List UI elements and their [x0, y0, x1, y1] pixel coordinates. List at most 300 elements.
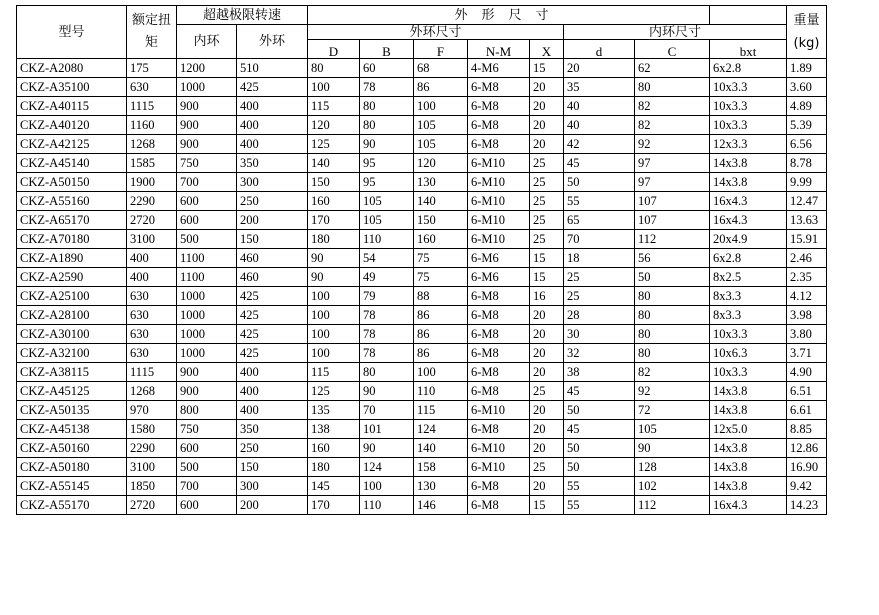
cell-N-M: 6-M10: [468, 230, 530, 249]
cell-torque: 630: [127, 78, 177, 97]
cell-X: 20: [530, 344, 564, 363]
cell-C: 90: [635, 439, 710, 458]
cell-D: 140: [308, 154, 360, 173]
cell-D: 125: [308, 382, 360, 401]
cell-d: 40: [564, 97, 635, 116]
header-outer-ring: 外环: [237, 25, 308, 59]
cell-outer-speed: 400: [237, 401, 308, 420]
cell-model: CKZ-A32100: [17, 344, 127, 363]
header-outer-dims: 外环尺寸: [308, 25, 564, 40]
cell-B: 101: [360, 420, 414, 439]
header-weight-unit: (kg): [793, 36, 820, 51]
header-dimensions: 外形尺寸: [308, 6, 710, 25]
cell-X: 20: [530, 306, 564, 325]
cell-torque: 1115: [127, 363, 177, 382]
table-row: [17, 325, 827, 344]
cell-bxt: 10x3.3: [710, 97, 787, 116]
cell-weight: 12.47: [787, 192, 827, 211]
cell-inner-speed: 750: [177, 154, 237, 173]
cell-C: 80: [635, 287, 710, 306]
cell-torque: 3100: [127, 458, 177, 477]
cell-weight: 1.89: [787, 59, 827, 78]
cell-weight: 16.90: [787, 458, 827, 477]
cell-N-M: 6-M8: [468, 344, 530, 363]
cell-F: 75: [414, 268, 468, 287]
cell-bxt: 10x6.3: [710, 344, 787, 363]
cell-B: 95: [360, 173, 414, 192]
cell-D: 160: [308, 192, 360, 211]
cell-outer-speed: 150: [237, 458, 308, 477]
cell-torque: 630: [127, 287, 177, 306]
cell-B: 70: [360, 401, 414, 420]
cell-weight: 4.12: [787, 287, 827, 306]
cell-C: 112: [635, 230, 710, 249]
cell-C: 80: [635, 306, 710, 325]
table-row: [17, 116, 827, 135]
cell-d: 65: [564, 211, 635, 230]
cell-C: 92: [635, 382, 710, 401]
cell-F: 130: [414, 477, 468, 496]
cell-bxt: 8x3.3: [710, 287, 787, 306]
cell-C: 82: [635, 363, 710, 382]
cell-inner-speed: 700: [177, 477, 237, 496]
cell-C: 62: [635, 59, 710, 78]
cell-torque: 1160: [127, 116, 177, 135]
cell-N-M: 6-M6: [468, 249, 530, 268]
cell-bxt: 12x5.0: [710, 420, 787, 439]
cell-weight: 4.89: [787, 97, 827, 116]
cell-model: CKZ-A65170: [17, 211, 127, 230]
cell-weight: 6.56: [787, 135, 827, 154]
cell-B: 90: [360, 382, 414, 401]
table-row: [17, 458, 827, 477]
cell-outer-speed: 425: [237, 325, 308, 344]
cell-F: 86: [414, 78, 468, 97]
cell-torque: 630: [127, 325, 177, 344]
cell-bxt: 14x3.8: [710, 439, 787, 458]
cell-B: 110: [360, 496, 414, 515]
cell-weight: 9.42: [787, 477, 827, 496]
cell-F: 105: [414, 135, 468, 154]
cell-weight: 8.85: [787, 420, 827, 439]
cell-inner-speed: 1000: [177, 306, 237, 325]
cell-torque: 175: [127, 59, 177, 78]
cell-weight: 8.78: [787, 154, 827, 173]
cell-outer-speed: 200: [237, 496, 308, 515]
cell-d: 45: [564, 382, 635, 401]
cell-D: 115: [308, 363, 360, 382]
cell-inner-speed: 1100: [177, 249, 237, 268]
cell-inner-speed: 1000: [177, 78, 237, 97]
cell-bxt: 6x2.8: [710, 249, 787, 268]
table-row: [17, 363, 827, 382]
cell-X: 20: [530, 97, 564, 116]
cell-N-M: 6-M8: [468, 420, 530, 439]
cell-d: 45: [564, 420, 635, 439]
cell-weight: 2.35: [787, 268, 827, 287]
cell-inner-speed: 800: [177, 401, 237, 420]
cell-C: 128: [635, 458, 710, 477]
cell-D: 180: [308, 458, 360, 477]
cell-torque: 400: [127, 249, 177, 268]
cell-torque: 630: [127, 344, 177, 363]
cell-inner-speed: 1000: [177, 325, 237, 344]
cell-model: CKZ-A50160: [17, 439, 127, 458]
cell-d: 30: [564, 325, 635, 344]
cell-D: 150: [308, 173, 360, 192]
cell-F: 110: [414, 382, 468, 401]
cell-outer-speed: 425: [237, 78, 308, 97]
table-row: [17, 97, 827, 116]
cell-X: 20: [530, 439, 564, 458]
cell-F: 140: [414, 192, 468, 211]
cell-B: 110: [360, 230, 414, 249]
cell-F: 86: [414, 344, 468, 363]
cell-B: 80: [360, 97, 414, 116]
cell-d: 40: [564, 116, 635, 135]
cell-inner-speed: 900: [177, 135, 237, 154]
cell-X: 25: [530, 211, 564, 230]
cell-model: CKZ-A50150: [17, 173, 127, 192]
cell-torque: 1900: [127, 173, 177, 192]
cell-model: CKZ-A30100: [17, 325, 127, 344]
table-row: [17, 382, 827, 401]
cell-d: 45: [564, 154, 635, 173]
header-inner-ring: 内环: [177, 25, 237, 59]
cell-C: 72: [635, 401, 710, 420]
cell-torque: 630: [127, 306, 177, 325]
cell-X: 15: [530, 59, 564, 78]
cell-torque: 1268: [127, 382, 177, 401]
table-row: [17, 192, 827, 211]
header-inner-dims: 内环尺寸: [564, 25, 787, 40]
cell-B: 124: [360, 458, 414, 477]
cell-d: 70: [564, 230, 635, 249]
cell-C: 97: [635, 173, 710, 192]
cell-N-M: 6-M8: [468, 287, 530, 306]
cell-N-M: 6-M8: [468, 363, 530, 382]
cell-model: CKZ-A40115: [17, 97, 127, 116]
cell-C: 92: [635, 135, 710, 154]
cell-inner-speed: 900: [177, 382, 237, 401]
cell-model: CKZ-A35100: [17, 78, 127, 97]
cell-weight: 12.86: [787, 439, 827, 458]
cell-weight: 2.46: [787, 249, 827, 268]
cell-d: 55: [564, 496, 635, 515]
cell-F: 146: [414, 496, 468, 515]
cell-X: 20: [530, 135, 564, 154]
cell-weight: 3.80: [787, 325, 827, 344]
table-row: [17, 173, 827, 192]
cell-N-M: 6-M8: [468, 78, 530, 97]
cell-outer-speed: 300: [237, 477, 308, 496]
header-weight-label: 重量: [793, 13, 820, 28]
cell-N-M: 6-M8: [468, 97, 530, 116]
cell-model: CKZ-A50180: [17, 458, 127, 477]
header-col-F: F: [414, 40, 468, 59]
cell-outer-speed: 250: [237, 192, 308, 211]
cell-C: 80: [635, 325, 710, 344]
cell-B: 95: [360, 154, 414, 173]
cell-bxt: 14x3.8: [710, 401, 787, 420]
cell-D: 90: [308, 249, 360, 268]
cell-outer-speed: 150: [237, 230, 308, 249]
cell-torque: 2290: [127, 439, 177, 458]
cell-bxt: 14x3.8: [710, 382, 787, 401]
cell-model: CKZ-A55170: [17, 496, 127, 515]
cell-weight: 14.23: [787, 496, 827, 515]
cell-F: 86: [414, 306, 468, 325]
cell-model: CKZ-A25100: [17, 287, 127, 306]
table-row: [17, 211, 827, 230]
cell-weight: 5.39: [787, 116, 827, 135]
cell-B: 90: [360, 135, 414, 154]
cell-D: 100: [308, 344, 360, 363]
cell-D: 170: [308, 211, 360, 230]
cell-F: 88: [414, 287, 468, 306]
cell-d: 28: [564, 306, 635, 325]
cell-D: 170: [308, 496, 360, 515]
cell-F: 130: [414, 173, 468, 192]
cell-F: 68: [414, 59, 468, 78]
cell-outer-speed: 400: [237, 116, 308, 135]
cell-torque: 1580: [127, 420, 177, 439]
cell-d: 18: [564, 249, 635, 268]
cell-outer-speed: 400: [237, 363, 308, 382]
cell-C: 56: [635, 249, 710, 268]
cell-N-M: 6-M10: [468, 154, 530, 173]
table-body: [17, 59, 827, 515]
table-row: [17, 154, 827, 173]
table-row: [17, 249, 827, 268]
header-weight: [787, 6, 827, 59]
cell-X: 25: [530, 173, 564, 192]
cell-d: 25: [564, 287, 635, 306]
cell-inner-speed: 600: [177, 496, 237, 515]
cell-inner-speed: 600: [177, 211, 237, 230]
cell-inner-speed: 1000: [177, 287, 237, 306]
cell-B: 78: [360, 306, 414, 325]
table-row: [17, 230, 827, 249]
cell-D: 125: [308, 135, 360, 154]
cell-B: 90: [360, 439, 414, 458]
cell-C: 80: [635, 344, 710, 363]
cell-d: 38: [564, 363, 635, 382]
cell-X: 16: [530, 287, 564, 306]
cell-d: 50: [564, 401, 635, 420]
cell-X: 25: [530, 192, 564, 211]
cell-C: 80: [635, 78, 710, 97]
cell-outer-speed: 425: [237, 306, 308, 325]
cell-D: 138: [308, 420, 360, 439]
cell-F: 150: [414, 211, 468, 230]
cell-bxt: 16x4.3: [710, 496, 787, 515]
cell-N-M: 6-M8: [468, 382, 530, 401]
cell-B: 60: [360, 59, 414, 78]
cell-weight: 9.99: [787, 173, 827, 192]
cell-weight: 13.63: [787, 211, 827, 230]
cell-torque: 2290: [127, 192, 177, 211]
table-row: [17, 496, 827, 515]
cell-C: 112: [635, 496, 710, 515]
cell-bxt: 10x3.3: [710, 116, 787, 135]
cell-outer-speed: 350: [237, 154, 308, 173]
cell-B: 105: [360, 192, 414, 211]
cell-bxt: 10x3.3: [710, 78, 787, 97]
cell-weight: 6.61: [787, 401, 827, 420]
header-col-d: d: [564, 40, 635, 59]
cell-bxt: 20x4.9: [710, 230, 787, 249]
cell-bxt: 8x3.3: [710, 306, 787, 325]
cell-outer-speed: 425: [237, 344, 308, 363]
cell-model: CKZ-A45125: [17, 382, 127, 401]
cell-N-M: 6-M10: [468, 192, 530, 211]
table-row: [17, 59, 827, 78]
cell-bxt: 14x3.8: [710, 154, 787, 173]
cell-inner-speed: 750: [177, 420, 237, 439]
cell-weight: 15.91: [787, 230, 827, 249]
cell-inner-speed: 600: [177, 192, 237, 211]
cell-X: 20: [530, 477, 564, 496]
cell-outer-speed: 460: [237, 249, 308, 268]
cell-weight: 3.71: [787, 344, 827, 363]
cell-B: 78: [360, 344, 414, 363]
cell-outer-speed: 350: [237, 420, 308, 439]
cell-B: 54: [360, 249, 414, 268]
cell-outer-speed: 510: [237, 59, 308, 78]
cell-F: 100: [414, 363, 468, 382]
cell-X: 20: [530, 78, 564, 97]
cell-X: 20: [530, 325, 564, 344]
cell-outer-speed: 250: [237, 439, 308, 458]
header-col-D: D: [308, 40, 360, 59]
cell-D: 115: [308, 97, 360, 116]
cell-X: 25: [530, 458, 564, 477]
table-row: [17, 135, 827, 154]
cell-bxt: 14x3.8: [710, 458, 787, 477]
cell-F: 158: [414, 458, 468, 477]
cell-weight: 3.98: [787, 306, 827, 325]
cell-X: 25: [530, 382, 564, 401]
cell-N-M: 6-M8: [468, 325, 530, 344]
cell-inner-speed: 900: [177, 116, 237, 135]
header-col-bxt: bxt: [710, 40, 787, 59]
header-col-NM: N-M: [468, 40, 530, 59]
cell-D: 100: [308, 78, 360, 97]
spec-table: [16, 5, 827, 515]
header-blank: [710, 6, 787, 25]
cell-inner-speed: 700: [177, 173, 237, 192]
cell-N-M: 6-M8: [468, 135, 530, 154]
cell-weight: 3.60: [787, 78, 827, 97]
cell-N-M: 6-M10: [468, 211, 530, 230]
header-col-X: X: [530, 40, 564, 59]
cell-inner-speed: 900: [177, 97, 237, 116]
cell-C: 107: [635, 211, 710, 230]
cell-bxt: 16x4.3: [710, 211, 787, 230]
cell-B: 79: [360, 287, 414, 306]
cell-F: 160: [414, 230, 468, 249]
cell-d: 50: [564, 458, 635, 477]
header-col-B: B: [360, 40, 414, 59]
cell-D: 90: [308, 268, 360, 287]
cell-D: 160: [308, 439, 360, 458]
cell-bxt: 10x3.3: [710, 325, 787, 344]
cell-X: 20: [530, 116, 564, 135]
cell-outer-speed: 400: [237, 97, 308, 116]
cell-F: 140: [414, 439, 468, 458]
cell-N-M: 6-M10: [468, 401, 530, 420]
cell-F: 86: [414, 325, 468, 344]
cell-B: 78: [360, 325, 414, 344]
cell-N-M: 6-M8: [468, 116, 530, 135]
cell-bxt: 8x2.5: [710, 268, 787, 287]
cell-d: 20: [564, 59, 635, 78]
cell-inner-speed: 500: [177, 458, 237, 477]
cell-B: 100: [360, 477, 414, 496]
cell-C: 102: [635, 477, 710, 496]
cell-torque: 1850: [127, 477, 177, 496]
cell-bxt: 14x3.8: [710, 477, 787, 496]
cell-D: 135: [308, 401, 360, 420]
cell-model: CKZ-A70180: [17, 230, 127, 249]
cell-D: 180: [308, 230, 360, 249]
cell-d: 55: [564, 477, 635, 496]
cell-model: CKZ-A2080: [17, 59, 127, 78]
cell-torque: 2720: [127, 211, 177, 230]
cell-N-M: 6-M8: [468, 306, 530, 325]
cell-model: CKZ-A1890: [17, 249, 127, 268]
table-row: [17, 287, 827, 306]
cell-bxt: 14x3.8: [710, 173, 787, 192]
cell-model: CKZ-A45140: [17, 154, 127, 173]
cell-X: 25: [530, 154, 564, 173]
cell-bxt: 12x3.3: [710, 135, 787, 154]
cell-outer-speed: 460: [237, 268, 308, 287]
cell-F: 105: [414, 116, 468, 135]
cell-N-M: 6-M10: [468, 458, 530, 477]
cell-B: 80: [360, 363, 414, 382]
cell-C: 105: [635, 420, 710, 439]
cell-X: 25: [530, 230, 564, 249]
cell-X: 20: [530, 401, 564, 420]
cell-d: 42: [564, 135, 635, 154]
cell-outer-speed: 425: [237, 287, 308, 306]
cell-outer-speed: 200: [237, 211, 308, 230]
cell-model: CKZ-A50135: [17, 401, 127, 420]
cell-bxt: 10x3.3: [710, 363, 787, 382]
cell-model: CKZ-A38115: [17, 363, 127, 382]
cell-D: 145: [308, 477, 360, 496]
cell-C: 82: [635, 116, 710, 135]
table-row: [17, 306, 827, 325]
cell-X: 20: [530, 420, 564, 439]
table-row: [17, 477, 827, 496]
cell-inner-speed: 600: [177, 439, 237, 458]
cell-F: 75: [414, 249, 468, 268]
cell-outer-speed: 300: [237, 173, 308, 192]
cell-inner-speed: 1200: [177, 59, 237, 78]
cell-inner-speed: 1100: [177, 268, 237, 287]
table-row: [17, 439, 827, 458]
cell-d: 25: [564, 268, 635, 287]
cell-N-M: 6-M6: [468, 268, 530, 287]
cell-d: 50: [564, 439, 635, 458]
cell-model: CKZ-A55145: [17, 477, 127, 496]
cell-N-M: 4-M6: [468, 59, 530, 78]
cell-d: 50: [564, 173, 635, 192]
header-torque-text: 额定扭矩: [131, 12, 171, 50]
